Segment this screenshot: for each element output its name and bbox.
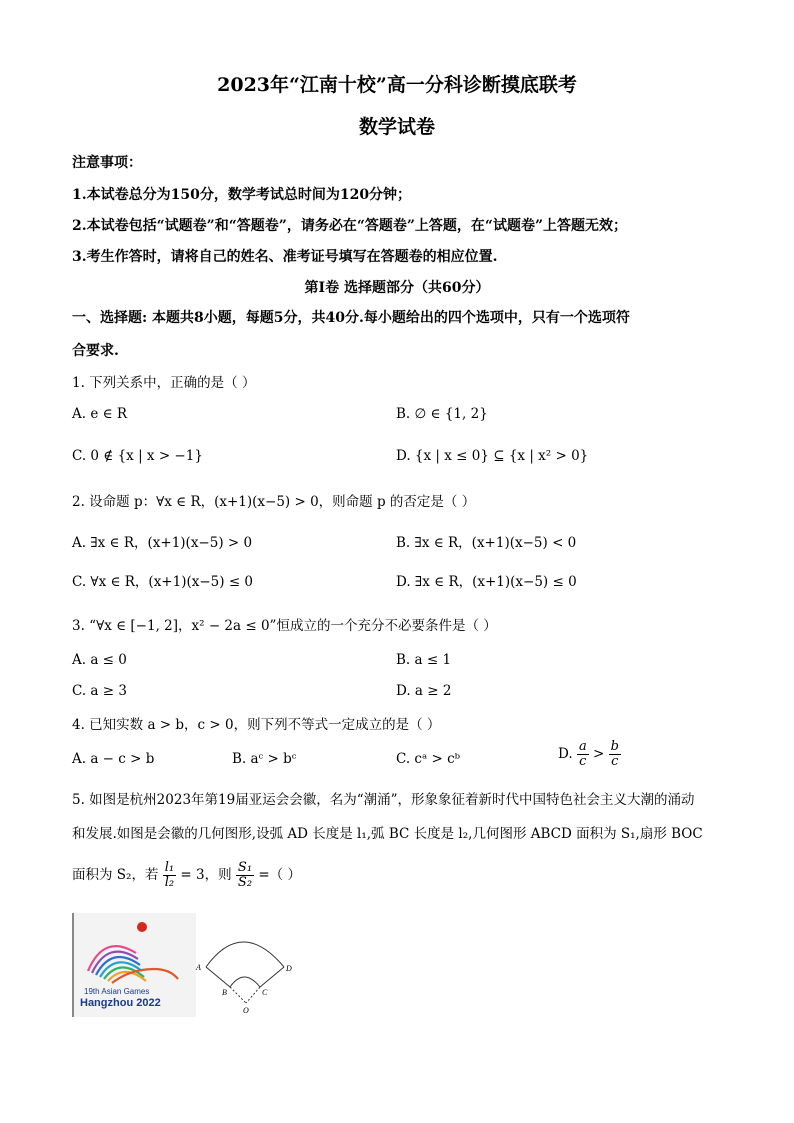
q4-d-frac1-den: c [579,754,587,769]
q2-option-d: D. ∃x ∈ R，(x+1)(x−5) ≤ 0 [396,574,577,590]
label-d: D [286,964,292,973]
exam-title: 2023年“江南十校”高一分科诊断摸底联考 [217,74,577,96]
section-title: 第Ⅰ卷 选择题部分（共60分） [304,280,490,296]
logo-city: Hangzhou 2022 [80,997,161,1009]
q1-option-a: A. e ∈ R [72,406,128,422]
q3-stem: 3. “∀x ∈ [−1, 2]，x² − 2a ≤ 0”恒成立的一个充分不必要条件是（ ） [72,618,497,634]
label-b: B [222,988,227,997]
q5-figure [72,913,294,1017]
q5-line3-post: =（ ） [258,867,301,883]
q1-option-d: D. {x | x ≤ 0} ⊆ {x | x² > 0} [396,448,589,464]
q4-d-frac2-den: c [611,754,619,769]
q4-d-fraction-right [609,740,621,769]
q4-d-operator: > [593,746,605,762]
part1-instructions-line1: 一、选择题: 本题共8小题，每题5分，共40分.每小题给出的四个选项中，只有一个选项符 [72,310,630,326]
notes-item-2: 2.本试卷包括“试题卷”和“答题卷”，请务必在“答题卷”上答题，在“试题卷”上答题无效； [72,218,628,234]
q4-stem: 4. 已知实数 a > b，c > 0，则下列不等式一定成立的是（ ） [72,717,441,733]
q2-stem: 2. 设命题 p：∀x ∈ R，(x+1)(x−5) > 0，则命题 p 的否定是（ ） [72,494,476,510]
q5-frac1-num: l₁ [164,860,175,875]
q1-option-b: B. ∅ ∈ {1, 2} [396,406,488,422]
q3-option-d: D. a ≥ 2 [396,683,452,699]
q4-option-c: C. cᵃ > cᵇ [396,751,461,767]
q5-stem-line2: 和发展.如图是会徽的几何图形,设弧 AD 长度是 l₁,弧 BC 长度是 l₂,几何图形 ABCD 面积为 S₁,扇形 BOC [72,826,703,842]
q4-d-frac2-num: b [610,739,619,754]
annular-sector-figure [194,913,294,1017]
exam-subtitle: 数学试卷 [358,116,435,138]
q3-option-c: C. a ≥ 3 [72,683,127,699]
q5-stem-line3 [72,861,301,890]
q4-option-a: A. a − c > b [72,751,155,767]
q5-fraction-s [236,861,254,890]
part1-instructions-line2: 合要求. [72,343,119,359]
q1-option-c: C. 0 ∉ {x | x > −1} [72,448,203,464]
q5-frac2-den: S₂ [237,875,253,890]
q3-option-b: B. a ≤ 1 [396,652,452,668]
q2-option-a: A. ∃x ∈ R，(x+1)(x−5) > 0 [72,535,253,551]
label-a: A [196,963,201,972]
q4-option-d-label: D. [558,746,573,762]
label-o: O [243,1006,249,1015]
q4-d-fraction-left [577,740,589,769]
q4-option-b: B. aᶜ > bᶜ [232,751,297,767]
notes-heading: 注意事项： [72,155,142,171]
notes-item-3: 3.考生作答时，请将自己的姓名、准考证号填写在答题卷的相应位置. [72,249,498,265]
q1-stem: 1. 下列关系中，正确的是（ ） [72,375,256,391]
sector-diagram [194,913,294,1017]
q2-option-c: C. ∀x ∈ R，(x+1)(x−5) ≤ 0 [72,574,254,590]
q5-frac2-num: S₁ [237,860,253,875]
q5-fraction-l [163,861,176,890]
q4-option-d [558,740,621,769]
q5-line3-pre: 面积为 S₂，若 [72,867,159,883]
label-c: C [262,988,268,997]
q5-line3-mid: = 3，则 [180,867,232,883]
logo-caption: 19th Asian Games [84,987,150,996]
q2-option-b: B. ∃x ∈ R，(x+1)(x−5) < 0 [396,535,577,551]
q5-frac1-den: l₂ [164,875,175,890]
q5-stem-line1: 5. 如图是杭州2023年第19届亚运会会徽，名为“潮涌”，形象象征着新时代中国特色社会主义大潮的涌动 [72,792,695,808]
q3-option-a: A. a ≤ 0 [72,652,127,668]
notes-item-1: 1.本试卷总分为150分，数学考试总时间为120分钟； [72,187,412,203]
asian-games-logo [72,913,196,1017]
q4-d-frac1-num: a [578,739,587,754]
